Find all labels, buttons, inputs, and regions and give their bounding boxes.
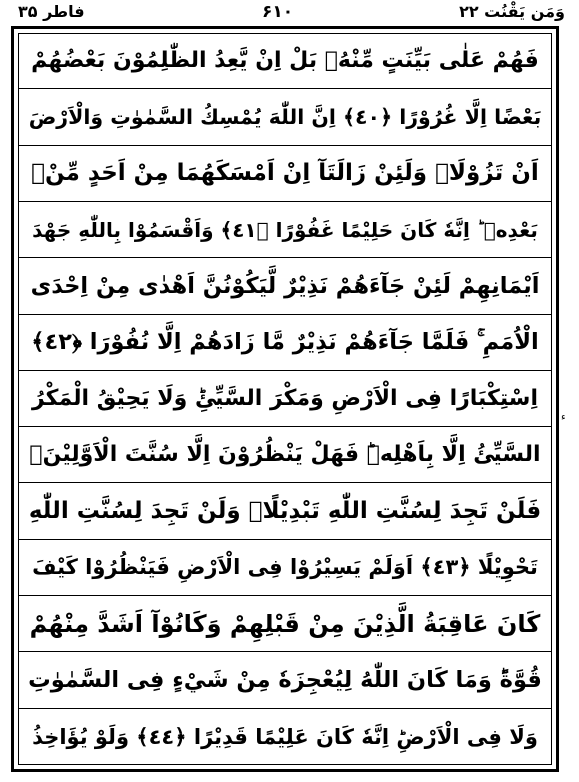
line-text: اِسْتِكْبَارًا فِى الْاَرْضِ وَمَكْرَ السَّيِّئِؕ وَلَا يَحِيْقُ الْمَكْرُ bbox=[32, 385, 538, 411]
line-text: اَنْ تَزُوْلَاۚ وَلَئِنْ زَالَتَآ اِنْ اَمْسَكَهُمَا مِنْ اَحَدٍ مِّنْۢ bbox=[31, 160, 539, 187]
line-text: فَلَنْ تَجِدَ لِسُنَّتِ اللّٰهِ تَبْدِيْلًاۚ وَلَنْ تَجِدَ لِسُنَّتِ اللّٰهِ bbox=[28, 498, 542, 525]
text-line bbox=[18, 540, 552, 596]
text-line bbox=[18, 258, 552, 314]
text-line bbox=[18, 33, 552, 89]
margin-mark: ء bbox=[561, 412, 566, 423]
text-block bbox=[18, 33, 552, 765]
line-text: قُوَّةًؕ وَمَا كَانَ اللّٰهُ لِيُعْجِزَهٗ مِنْ شَيْءٍ فِى السَّمٰوٰتِ bbox=[28, 667, 542, 694]
text-line bbox=[18, 709, 552, 765]
line-text: وَلَا فِى الْاَرْضِؕ اِنَّهٗ كَانَ عَلِيْمًا قَدِيْرًا ﴿٤٤﴾ وَلَوْ يُؤَاخِذُ bbox=[32, 724, 538, 749]
page-header bbox=[0, 0, 579, 26]
line-text: بَعْدِهٖ ؕ اِنَّهٗ كَانَ حَلِيْمًا غَفُوْرًا ﴿٤١﴾ وَاَقْسَمُوْا بِاللّٰهِ جَهْدَ bbox=[32, 217, 538, 242]
text-line bbox=[18, 483, 552, 539]
page-number: ۶۱۰ bbox=[262, 2, 294, 22]
line-text: الْاُمَمِ ۚ فَلَمَّا جَآءَهُمْ نَذِيْرٌ مَّا زَادَهُمْ اِلَّا نُفُوْرَا ﴿٤٢﴾ bbox=[31, 329, 539, 356]
surah-name: فاطر ۳۵ bbox=[18, 2, 85, 21]
juz-name: وَمَن يَقْنُت ۲۲ bbox=[459, 2, 565, 21]
text-line bbox=[18, 427, 552, 483]
line-text: كَانَ عَاقِبَةُ الَّذِيْنَ مِنْ قَبْلِهِمْ وَكَانُوْآ اَشَدَّ مِنْهُمْ bbox=[29, 609, 541, 638]
text-line bbox=[18, 89, 552, 145]
text-line bbox=[18, 315, 552, 371]
line-text: اَيْمَانِهِمْ لَئِنْ جَآءَهُمْ نَذِيْرٌ لَّيَكُوْنُنَّ اَهْدٰى مِنْ اِحْدَى bbox=[30, 272, 540, 299]
text-line bbox=[18, 652, 552, 708]
text-line bbox=[18, 146, 552, 202]
text-line bbox=[18, 202, 552, 258]
line-text: فَهُمْ عَلٰى بَيِّنَتٍ مِّنْهُۚ بَلْ اِنْ يَّعِدُ الظّٰلِمُوْنَ بَعْضُهُمْ bbox=[31, 48, 539, 74]
text-line bbox=[18, 371, 552, 427]
line-text: تَحْوِيْلًا ﴿٤٣﴾ اَوَلَمْ يَسِيْرُوْا فِى الْاَرْضِ فَيَنْظُرُوْا كَيْفَ bbox=[32, 555, 538, 580]
line-text: بَعْضًا اِلَّا غُرُوْرًا ﴿٤٠﴾ اِنَّ اللّٰهَ يُمْسِكُ السَّمٰوٰتِ وَالْاَرْضَ bbox=[28, 104, 542, 129]
text-line bbox=[18, 596, 552, 652]
line-text: السَّيِّئُ اِلَّا بِاَهْلِهٖؕ فَهَلْ يَنْظُرُوْنَ اِلَّا سُنَّتَ الْاَوَّلِيْنَۚ bbox=[29, 442, 541, 468]
